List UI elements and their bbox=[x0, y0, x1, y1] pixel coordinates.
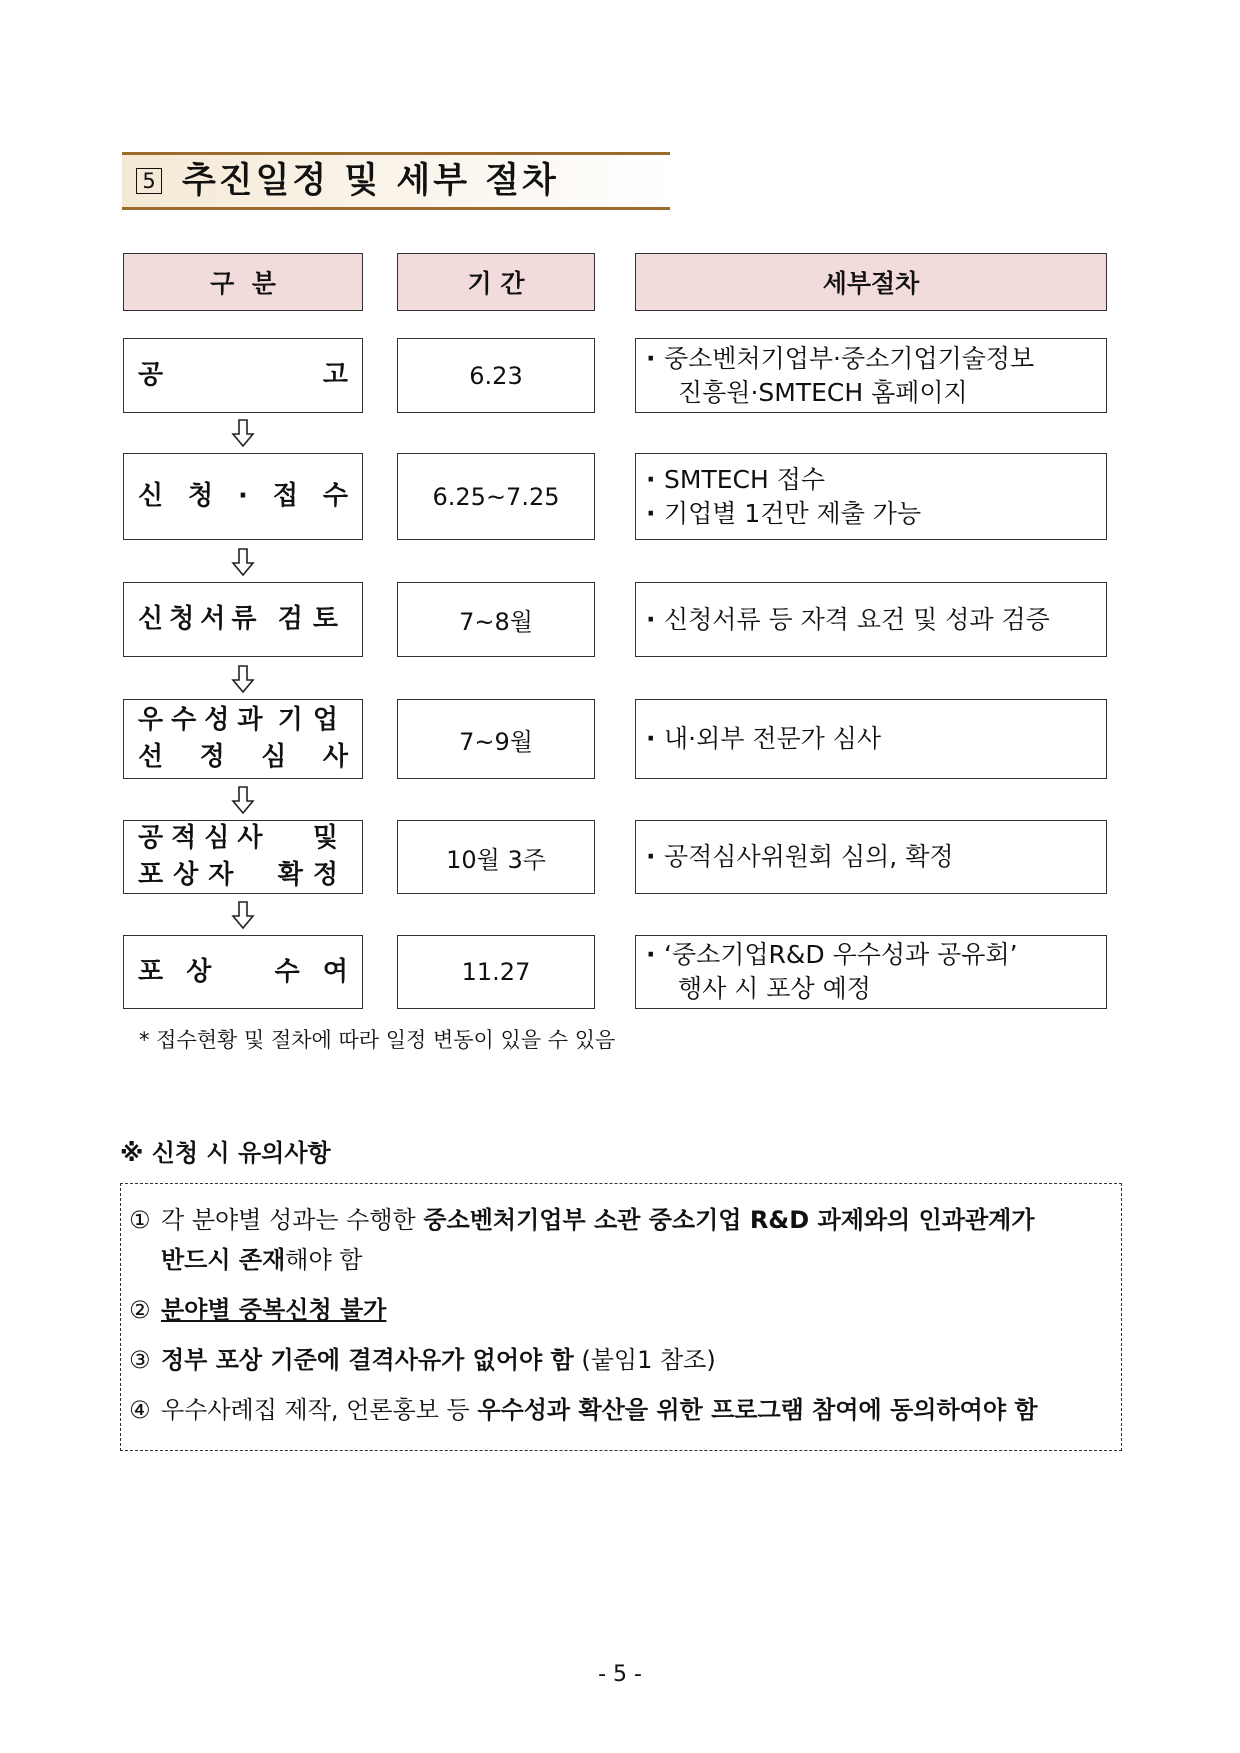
category-char: 수 bbox=[322, 481, 348, 511]
caution-item-number: ③ bbox=[129, 1346, 151, 1374]
period-selection-review: 7~9월 bbox=[397, 699, 595, 779]
category-document-review bbox=[123, 582, 363, 657]
down-arrow-icon bbox=[230, 418, 256, 448]
category-char: 포 bbox=[138, 956, 164, 987]
period-document-review: 7~8월 bbox=[397, 582, 595, 657]
caution-item-1-cont bbox=[161, 1245, 362, 1275]
category-text: 확정 bbox=[277, 860, 348, 890]
detail-item bbox=[646, 463, 1096, 497]
detail-award bbox=[635, 935, 1107, 1009]
detail-text: 신청서류 등 자격 요건 및 성과 검증 bbox=[664, 604, 1050, 634]
category-text: 우수성과 bbox=[138, 705, 271, 735]
section-number-box: 5 bbox=[136, 168, 162, 194]
category-char: 청 bbox=[188, 481, 214, 511]
header-period: 기 간 bbox=[397, 253, 595, 311]
down-arrow-icon bbox=[230, 664, 256, 694]
schedule-note: * 접수현황 및 절차에 따라 일정 변동이 있을 수 있음 bbox=[139, 1028, 616, 1052]
period-merit-review: 10월 3주 bbox=[397, 820, 595, 894]
caution-text: 각 분야별 성과는 수행한 bbox=[161, 1206, 424, 1234]
category-char: 상 bbox=[186, 956, 212, 987]
detail-item bbox=[646, 603, 1096, 637]
header-detail: 세부절차 bbox=[635, 253, 1107, 311]
period-announcement: 6.23 bbox=[397, 338, 595, 413]
header-category: 구 분 bbox=[123, 253, 363, 311]
caution-item-number: ① bbox=[129, 1206, 151, 1234]
detail-item bbox=[646, 497, 1096, 531]
detail-item bbox=[646, 342, 1096, 410]
category-text: 포상자 bbox=[138, 860, 244, 890]
section-title: 추진일정 및 세부 절차 bbox=[182, 161, 559, 201]
category-char: 고 bbox=[322, 360, 348, 390]
caution-item-3 bbox=[129, 1345, 716, 1375]
category-text: 공적심사 bbox=[138, 823, 271, 853]
detail-text: 기업별 1건만 제출 가능 bbox=[664, 498, 922, 528]
category-char: 심 bbox=[261, 742, 287, 772]
category-announcement bbox=[123, 338, 363, 413]
category-application bbox=[123, 453, 363, 540]
detail-item bbox=[646, 840, 1096, 874]
category-char: 정 bbox=[199, 742, 225, 772]
detail-announcement bbox=[635, 338, 1107, 413]
caution-item-1 bbox=[129, 1205, 1035, 1235]
period-application: 6.25~7.25 bbox=[397, 453, 595, 540]
down-arrow-icon bbox=[230, 785, 256, 815]
detail-text: ‘중소기업R&D 우수성과 공유회’ bbox=[664, 940, 1018, 969]
category-text: 및 bbox=[312, 823, 348, 853]
category-merit-review bbox=[123, 820, 363, 894]
detail-item bbox=[646, 722, 1096, 756]
category-char: 신 bbox=[138, 481, 164, 511]
detail-item bbox=[646, 938, 1096, 1006]
caution-item-number: ④ bbox=[129, 1396, 151, 1424]
detail-merit-review bbox=[635, 820, 1107, 894]
detail-selection-review bbox=[635, 699, 1107, 779]
category-char: · bbox=[238, 481, 248, 511]
caution-bold-text: 정부 포상 기준에 결격사유가 없어야 함 bbox=[161, 1346, 574, 1374]
category-selection-review bbox=[123, 699, 363, 779]
caution-bold-text: 우수성과 확산을 위한 프로그램 참여에 동의하여야 함 bbox=[477, 1396, 1038, 1424]
caution-box bbox=[120, 1183, 1122, 1451]
down-arrow-icon bbox=[230, 547, 256, 577]
period-award: 11.27 bbox=[397, 935, 595, 1009]
category-text: 검토 bbox=[277, 604, 348, 634]
down-arrow-icon bbox=[230, 900, 256, 930]
category-char: 수 bbox=[274, 956, 300, 987]
category-char: 접 bbox=[272, 481, 298, 511]
category-char: 선 bbox=[138, 742, 164, 772]
caution-text: 우수사례집 제작, 언론홍보 등 bbox=[161, 1396, 478, 1424]
caution-text: 해야 함 bbox=[285, 1246, 363, 1274]
detail-text: 공적심사위원회 심의, 확정 bbox=[664, 842, 954, 871]
category-text: 기업 bbox=[277, 705, 348, 735]
detail-text: 중소벤처기업부·중소기업기술정보 bbox=[664, 343, 1035, 373]
category-char: 사 bbox=[322, 742, 348, 772]
category-char: 공 bbox=[138, 360, 164, 390]
caution-title: ※ 신청 시 유의사항 bbox=[120, 1139, 331, 1167]
caution-item-2 bbox=[129, 1295, 386, 1325]
section-title-banner bbox=[122, 152, 670, 210]
detail-text-cont: 진흥원·SMTECH 홈페이지 bbox=[678, 377, 968, 407]
caution-text: (붙임1 참조) bbox=[573, 1346, 716, 1374]
page-number: - 5 - bbox=[598, 1662, 642, 1687]
caution-item-4 bbox=[129, 1395, 1038, 1425]
category-award bbox=[123, 935, 363, 1009]
caution-item-number: ② bbox=[129, 1296, 151, 1324]
category-char: 여 bbox=[322, 956, 348, 987]
detail-text: 내·외부 전문가 심사 bbox=[664, 724, 882, 753]
caution-bold-text: 중소벤처기업부 소관 중소기업 R&D 과제와의 인과관계가 bbox=[423, 1206, 1035, 1234]
caution-bold-text: 반드시 존재 bbox=[161, 1246, 286, 1274]
detail-document-review bbox=[635, 582, 1107, 657]
detail-application bbox=[635, 453, 1107, 540]
detail-text-cont: 행사 시 포상 예정 bbox=[678, 974, 871, 1003]
detail-text: SMTECH 접수 bbox=[664, 464, 826, 494]
caution-underline-text: 분야별 중복신청 불가 bbox=[161, 1296, 387, 1324]
category-text: 신청서류 bbox=[138, 604, 263, 634]
